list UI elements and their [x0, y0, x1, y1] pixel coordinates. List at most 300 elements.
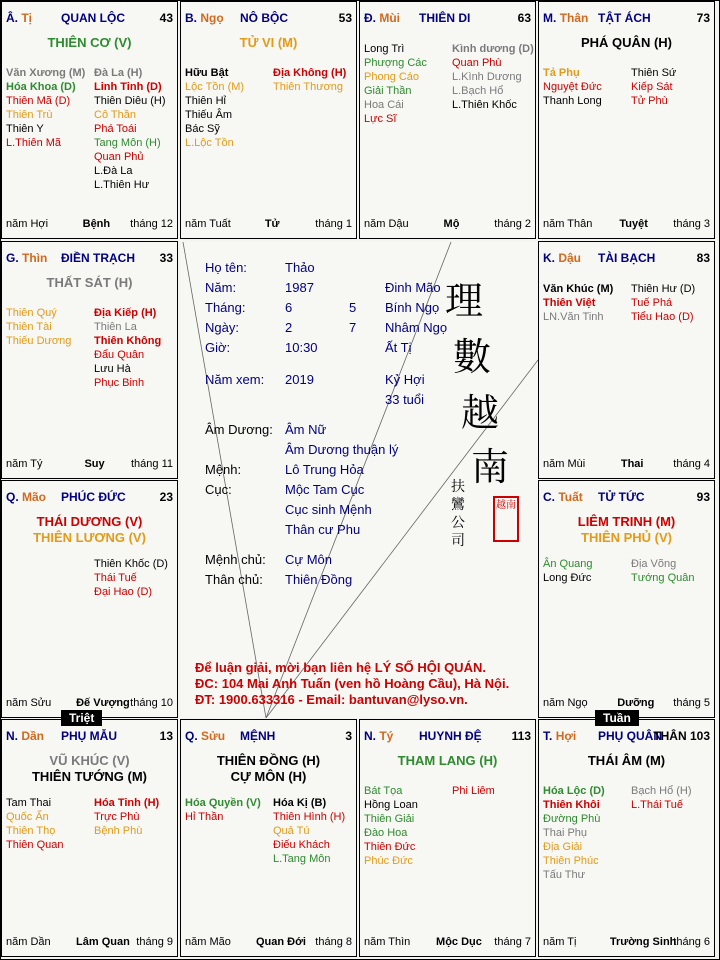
palace-position: [185, 729, 225, 743]
palace-phase: Mộ: [443, 218, 460, 230]
palace-cell-thin: [1, 241, 178, 479]
info-value: 6: [285, 300, 293, 315]
star-name: L.Đà La: [94, 165, 133, 177]
star-name: Thiếu Âm: [185, 109, 233, 121]
star-name: Tuế Phá: [631, 297, 673, 309]
star-name: Thiên Thọ: [6, 825, 56, 837]
palace-cell-ty2: [359, 719, 536, 957]
position-code: Q.: [6, 490, 19, 504]
year-view-key: Năm xem:: [205, 372, 265, 387]
calligraphy-char: 理: [445, 279, 484, 323]
star-name: Thiên Quý: [6, 307, 57, 319]
palace-name: PHÚC ĐỨC: [61, 490, 126, 504]
palace-position: [6, 729, 44, 743]
palace-month: tháng 8: [315, 936, 352, 948]
star-name: Thiên Thương: [273, 81, 344, 93]
red-stamp: 越南: [493, 496, 519, 542]
star-name: Địa Không (H): [273, 67, 347, 79]
star-name: Nguyệt Đức: [543, 81, 602, 93]
palace-header: [6, 729, 173, 745]
palace-cell-suu: [180, 719, 357, 957]
position-code: T.: [543, 729, 553, 743]
info-value: 1987: [285, 280, 314, 295]
main-stars: [539, 35, 714, 51]
star-name: Hoa Cái: [364, 99, 404, 111]
calligraphy-seal: [439, 270, 529, 550]
star-name: L.Thiên Mã: [6, 137, 62, 149]
position-branch: Tị: [21, 11, 33, 25]
main-star: THIÊN TƯỚNG (M): [31, 769, 148, 784]
star-name: L.Bạch Hổ: [452, 85, 504, 97]
detail-value: Cục sinh Mệnh: [285, 502, 372, 517]
info-key: Năm:: [205, 280, 237, 295]
star-name: Thiên Không: [94, 335, 162, 347]
palace-year: năm Tý: [6, 458, 43, 470]
star-name: Tang Môn (H): [94, 137, 161, 149]
palace-header: [543, 490, 710, 506]
star-name: Long Trì: [364, 43, 405, 55]
star-name: Thiên Giải: [364, 813, 415, 825]
palace-age: 13: [159, 729, 173, 743]
star-name: Phi Liêm: [452, 785, 495, 797]
contact-line: Để luận giải, mời bạn liên hệ LÝ SỐ HỘI QUÁN.: [195, 660, 486, 675]
info-lunar: 5: [349, 300, 357, 315]
palace-age: THÂN 103: [653, 729, 710, 743]
detail-value: Thiên Đồng: [285, 572, 353, 587]
palace-cell-mao: [1, 480, 178, 718]
detail-key: Mệnh:: [205, 462, 242, 477]
tuan-label: Tuần: [595, 710, 639, 726]
position-branch: Tuất: [558, 490, 583, 504]
position-branch: Mão: [22, 490, 47, 504]
star-name: Văn Khúc (M): [543, 283, 614, 295]
star-name: Ân Quang: [543, 558, 593, 570]
star-name: Tả Phụ: [543, 67, 580, 79]
star-name: L.Thái Tuế: [631, 799, 683, 811]
star-name: Lộc Tồn (M): [185, 81, 245, 93]
position-code: Q.: [185, 729, 198, 743]
contact-line: ĐT: 1900.633316 - Email: bantuvan@lyso.vn.: [195, 692, 468, 707]
star-name: Thiên Tài: [6, 321, 52, 333]
position-code: G.: [6, 251, 19, 265]
star-name: Phong Cáo: [364, 71, 420, 83]
minor-stars: [6, 557, 175, 691]
star-name: Địa Võng: [631, 558, 677, 570]
star-name: L.Thiên Khốc: [452, 99, 517, 111]
minor-stars: [185, 796, 354, 930]
palace-cell-ngo: [180, 1, 357, 239]
star-name: Quả Tú: [273, 825, 310, 837]
main-star: VŨ KHÚC (V): [49, 753, 130, 768]
minor-stars: [6, 306, 175, 452]
star-name: Thiếu Dương: [6, 335, 72, 347]
minor-stars: [543, 282, 712, 452]
star-name: Quốc Ấn: [6, 811, 49, 823]
star-name: Bát Tọa: [364, 785, 403, 797]
star-name: Giải Thần: [364, 85, 412, 97]
star-name: Thiên Phúc: [543, 855, 599, 867]
palace-name: TỬ TỨC: [598, 490, 645, 504]
palace-month: tháng 11: [130, 458, 173, 470]
palace-name: THIÊN DI: [419, 11, 471, 25]
position-code: K.: [543, 251, 555, 265]
contact-line: ĐC: 104 Mai Anh Tuấn (ven hồ Hoàng Cầu), Hà Nội.: [195, 676, 510, 691]
triet-label: Triệt: [61, 710, 102, 726]
minor-stars: [6, 796, 175, 930]
palace-name: TẬT ÁCH: [598, 11, 651, 25]
palace-position: [6, 11, 32, 25]
main-stars: [181, 35, 356, 51]
palace-header: [543, 251, 710, 267]
star-name: Quan Phủ: [94, 151, 144, 163]
star-name: Đà La (H): [94, 67, 143, 79]
star-name: Thiên Trù: [6, 109, 53, 121]
star-name: Hữu Bật: [185, 67, 229, 79]
detail-value: Mộc Tam Cục: [285, 482, 365, 497]
star-name: Tướng Quân: [631, 572, 695, 584]
star-name: Thiên Khôi: [543, 799, 600, 811]
palace-header: [6, 490, 173, 506]
star-name: Địa Giải: [543, 841, 583, 853]
star-name: Tam Thai: [6, 797, 52, 809]
minor-stars: [364, 784, 533, 930]
palace-cell-tuat: [538, 480, 715, 718]
star-name: Thiên La: [94, 321, 137, 333]
calligraphy-char: 南: [471, 445, 510, 489]
position-branch: Ngọ: [200, 11, 224, 25]
detail-value: Âm Nữ: [285, 422, 327, 437]
calligraphy-small-char: 扶: [451, 479, 465, 495]
main-stars: [360, 753, 535, 769]
palace-footer: [6, 458, 173, 472]
palace-header: [185, 729, 352, 745]
main-stars: [2, 753, 177, 785]
star-name: Hóa Tinh (H): [94, 797, 160, 809]
star-name: Phượng Các: [364, 57, 427, 69]
palace-name: NÔ BỘC: [240, 11, 288, 25]
star-name: Hóa Quyền (V): [185, 797, 261, 809]
main-star: THÁI ÂM (M): [587, 753, 666, 768]
main-stars: [2, 275, 177, 291]
position-branch: Thân: [559, 11, 589, 25]
palace-position: [185, 11, 224, 25]
palace-phase: Lâm Quan: [76, 936, 130, 948]
star-name: Hóa Kị (B): [273, 797, 327, 809]
palace-month: tháng 7: [494, 936, 531, 948]
palace-phase: Tử: [264, 218, 280, 230]
star-name: Tử Phù: [631, 95, 668, 107]
star-name: Phá Toái: [94, 123, 137, 135]
position-branch: Hợi: [555, 729, 577, 743]
minor-stars: [543, 66, 712, 212]
info-canchi: Đinh Mão: [385, 280, 441, 295]
detail-value: Thân cư Phu: [285, 522, 361, 537]
star-name: Long Đức: [543, 572, 592, 584]
palace-position: [543, 729, 576, 743]
palace-month: tháng 6: [673, 936, 710, 948]
palace-age: 3: [345, 729, 352, 743]
palace-footer: [543, 458, 710, 472]
palace-position: [6, 490, 46, 504]
palace-footer: [543, 697, 710, 711]
info-value: Thảo: [285, 260, 315, 275]
position-code: N.: [364, 729, 376, 743]
palace-header: [6, 251, 173, 267]
star-name: Phúc Đức: [364, 855, 413, 867]
star-name: Trực Phù: [94, 811, 140, 823]
star-name: Thiên Hư (D): [631, 283, 696, 295]
palace-age: 43: [159, 11, 173, 25]
main-stars: [2, 514, 177, 546]
palace-month: tháng 1: [315, 218, 352, 230]
star-name: Bệnh Phù: [94, 825, 143, 837]
palace-position: [543, 251, 581, 265]
position-code: B.: [185, 11, 197, 25]
info-value: 2: [285, 320, 293, 335]
info-key: Họ tên:: [205, 260, 247, 275]
palace-position: [6, 251, 47, 265]
star-name: Thanh Long: [543, 95, 602, 107]
palace-month: tháng 12: [130, 218, 173, 230]
palace-age: 73: [696, 11, 710, 25]
star-name: Kình dương (D): [452, 43, 534, 55]
palace-name: TÀI BẠCH: [598, 251, 656, 265]
palace-phase: Suy: [84, 458, 105, 470]
palace-name: PHỤ MẪU: [61, 729, 117, 743]
palace-year: năm Mão: [185, 936, 231, 948]
palace-position: [364, 729, 393, 743]
palace-footer: [6, 697, 173, 711]
year-view-age: 33 tuổi: [385, 392, 425, 407]
info-key: Ngày:: [205, 320, 239, 335]
palace-age: 93: [696, 490, 710, 504]
main-star: PHÁ QUÂN (H): [581, 35, 672, 50]
palace-footer: [185, 218, 352, 232]
detail-key: Cục:: [205, 482, 232, 497]
calligraphy-char: 數: [453, 335, 492, 379]
star-name: Thái Tuế: [94, 572, 137, 584]
palace-footer: [6, 218, 173, 232]
star-name: Hóa Khoa (D): [6, 81, 76, 93]
palace-header: [364, 729, 531, 745]
star-name: Thiên Đức: [364, 841, 416, 853]
palace-month: tháng 10: [130, 697, 173, 709]
main-stars: [539, 514, 714, 546]
palace-footer: [6, 936, 173, 950]
palace-year: năm Thìn: [364, 936, 411, 948]
minor-stars: [543, 557, 712, 691]
palace-position: [364, 11, 400, 25]
palace-footer: [543, 218, 710, 232]
main-star: THẤT SÁT (H): [46, 275, 133, 290]
center-info-panel: [181, 242, 538, 718]
palace-month: tháng 2: [494, 218, 531, 230]
calligraphy-char: 越: [461, 391, 500, 435]
detail-value: Cự Môn: [285, 552, 332, 567]
detail-value: Lô Trung Hỏa: [285, 462, 364, 477]
position-branch: Sửu: [201, 729, 226, 743]
palace-year: năm Thân: [543, 218, 593, 230]
main-star: THIÊN ĐỒNG (H): [216, 753, 321, 768]
palace-phase: Tuyệt: [619, 218, 648, 230]
palace-cell-hoi: [538, 719, 715, 957]
star-name: Linh Tinh (D): [94, 81, 162, 93]
palace-position: [543, 11, 588, 25]
palace-year: năm Hợi: [6, 218, 49, 230]
palace-header: [364, 11, 531, 27]
palace-year: năm Dần: [6, 936, 51, 948]
position-code: M.: [543, 11, 557, 25]
star-name: Thiên Y: [6, 123, 44, 135]
star-name: Văn Xương (M): [6, 67, 86, 79]
palace-name: MỆNH: [240, 729, 276, 743]
star-name: L.Kình Dương: [452, 71, 522, 83]
info-lunar: 7: [349, 320, 357, 335]
info-canchi: Ất Tị: [385, 340, 412, 355]
info-key: Giờ:: [205, 340, 231, 355]
palace-phase: Đế Vượng: [76, 697, 130, 709]
minor-stars: [543, 784, 712, 930]
main-star: TỬ VI (M): [239, 35, 298, 50]
palace-age: 23: [159, 490, 173, 504]
star-name: L.Tang Môn: [273, 853, 331, 865]
palace-cell-mui: [359, 1, 536, 239]
detail-value: Âm Dương thuận lý: [285, 442, 399, 457]
position-code: N.: [6, 729, 18, 743]
palace-name: QUAN LỘC: [61, 11, 125, 25]
star-name: Thiên Hình (H): [273, 811, 346, 823]
star-name: Đào Hoa: [364, 827, 408, 839]
info-key: Tháng:: [205, 300, 246, 315]
palace-month: tháng 5: [673, 697, 710, 709]
palace-year: năm Tuất: [185, 218, 231, 230]
main-stars: [539, 753, 714, 769]
detail-key: Âm Dương:: [205, 422, 273, 437]
main-stars: [2, 35, 177, 51]
year-view-canchi: Kỷ Hợi: [385, 372, 425, 387]
palace-month: tháng 4: [673, 458, 710, 470]
palace-phase: Quan Đới: [256, 936, 306, 948]
palace-age: 63: [517, 11, 531, 25]
star-name: Điếu Khách: [273, 839, 330, 851]
palace-age: 83: [696, 251, 710, 265]
calligraphy-small-char: 鸞: [451, 497, 465, 513]
position-branch: Thìn: [22, 251, 48, 265]
main-star: THIÊN LƯƠNG (V): [33, 530, 146, 545]
palace-footer: [185, 936, 352, 950]
palace-year: năm Tị: [543, 936, 577, 948]
info-canchi: Bính Ngọ: [385, 300, 440, 315]
position-branch: Mùi: [379, 11, 401, 25]
palace-phase: Mộc Dục: [436, 936, 482, 948]
position-code: Â.: [6, 11, 18, 25]
palace-header: [543, 729, 710, 745]
calligraphy-small-char: 司: [451, 533, 465, 549]
star-name: Lực Sĩ: [364, 113, 397, 125]
main-star: THAM LANG (H): [397, 753, 498, 768]
palace-year: năm Mùi: [543, 458, 586, 470]
info-value: 10:30: [285, 340, 318, 355]
star-name: Tiểu Hao (D): [631, 311, 694, 323]
minor-stars: [185, 66, 354, 212]
palace-position: [543, 490, 583, 504]
palace-footer: [364, 218, 531, 232]
star-name: Phục Binh: [94, 377, 145, 389]
palace-cell-ty: [1, 1, 178, 239]
main-star: THÁI DƯƠNG (V): [36, 514, 143, 529]
palace-name: HUYNH ĐỆ: [419, 729, 482, 743]
star-name: Đẩu Quân: [94, 349, 145, 361]
palace-phase: Bệnh: [82, 218, 111, 230]
main-star: LIÊM TRINH (M): [577, 514, 676, 529]
star-name: Cô Thần: [94, 109, 136, 121]
palace-year: năm Ngọ: [543, 697, 588, 709]
star-name: Thiên Sứ: [631, 67, 677, 79]
position-code: C.: [543, 490, 555, 504]
palace-footer: [543, 936, 710, 950]
star-name: Thiên Diêu (H): [94, 95, 166, 107]
palace-year: năm Sửu: [6, 697, 52, 709]
palace-name: ĐIỀN TRẠCH: [61, 251, 135, 265]
palace-footer: [364, 936, 531, 950]
calligraphy-small-char: 公: [451, 515, 465, 531]
star-name: Địa Kiếp (H): [94, 307, 157, 319]
main-star: CỰ MÔN (H): [230, 769, 307, 784]
star-name: Đường Phù: [543, 813, 601, 825]
star-name: Lưu Hà: [94, 363, 131, 375]
star-name: Đại Hao (D): [94, 586, 153, 598]
star-name: Thiên Việt: [543, 297, 596, 309]
palace-year: năm Dậu: [364, 218, 409, 230]
star-name: Hỉ Thần: [185, 811, 224, 823]
position-branch: Tý: [379, 729, 394, 743]
star-name: Thai Phụ: [543, 827, 588, 839]
palace-age: 113: [511, 729, 531, 743]
year-view-value: 2019: [285, 372, 314, 387]
palace-month: tháng 3: [673, 218, 710, 230]
star-name: Bác Sỹ: [185, 123, 220, 135]
palace-age: 53: [338, 11, 352, 25]
position-code: Đ.: [364, 11, 376, 25]
star-name: Thiên Hỉ: [185, 95, 226, 107]
palace-header: [6, 11, 173, 27]
position-branch: Dậu: [558, 251, 582, 265]
main-star: THIÊN CƠ (V): [47, 35, 132, 50]
star-name: Hóa Lộc (D): [543, 785, 605, 797]
minor-stars: [6, 66, 175, 212]
position-branch: Dần: [21, 729, 45, 743]
star-name: Bạch Hổ (H): [631, 785, 692, 797]
star-name: L.Lộc Tồn: [185, 137, 234, 149]
palace-cell-dan: [1, 719, 178, 957]
minor-stars: [364, 42, 533, 212]
palace-header: [543, 11, 710, 27]
star-name: L.Thiên Hư: [94, 179, 150, 191]
palace-phase: Trường Sinh: [609, 936, 677, 948]
palace-cell-than: [538, 1, 715, 239]
palace-name: PHỤ QUÂN: [598, 729, 663, 743]
info-canchi: Nhâm Ngọ: [385, 320, 448, 335]
palace-phase: Thai: [620, 458, 644, 470]
star-name: Kiếp Sát: [631, 81, 673, 93]
detail-key: Mệnh chủ:: [205, 552, 266, 567]
palace-cell-dau: [538, 241, 715, 479]
star-name: Thiên Quan: [6, 839, 64, 851]
palace-age: 33: [159, 251, 173, 265]
main-star: THIÊN PHỦ (V): [581, 530, 672, 545]
star-name: Thiên Mã (D): [6, 95, 71, 107]
star-name: Tấu Thư: [543, 869, 586, 881]
